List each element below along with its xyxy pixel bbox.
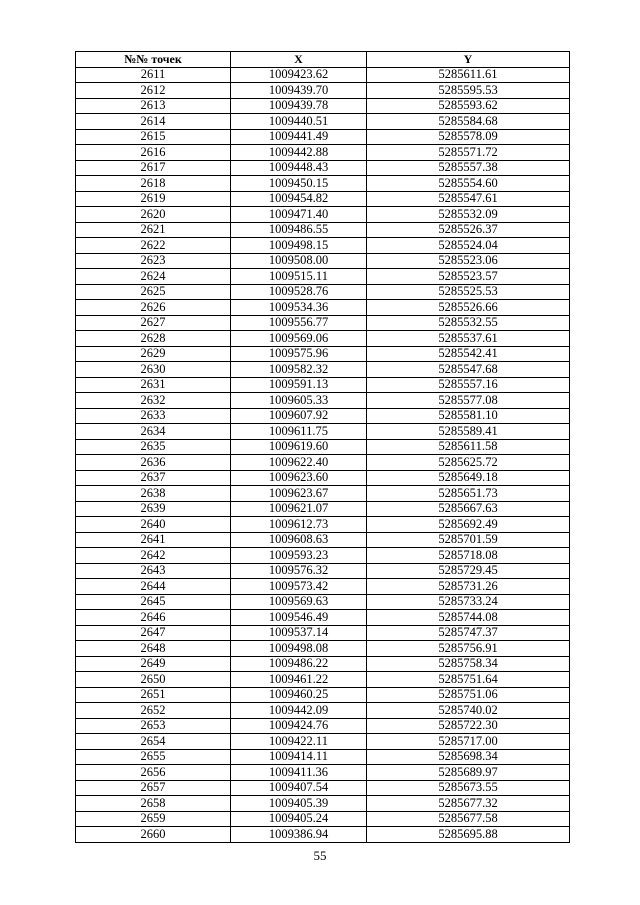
cell-point-number: 2658 xyxy=(76,796,231,812)
table-row xyxy=(76,114,570,130)
table-row xyxy=(76,207,570,223)
cell-x: 1009591.13 xyxy=(231,377,367,393)
cell-point-number: 2659 xyxy=(76,811,231,827)
table-row xyxy=(76,548,570,564)
table-row xyxy=(76,703,570,719)
cell-x: 1009486.55 xyxy=(231,222,367,238)
cell-x: 1009440.51 xyxy=(231,114,367,130)
cell-y: 5285677.58 xyxy=(367,811,570,827)
cell-y: 5285526.37 xyxy=(367,222,570,238)
cell-point-number: 2650 xyxy=(76,672,231,688)
cell-x: 1009405.39 xyxy=(231,796,367,812)
table-row xyxy=(76,408,570,424)
cell-point-number: 2626 xyxy=(76,300,231,316)
cell-point-number: 2623 xyxy=(76,253,231,269)
cell-point-number: 2627 xyxy=(76,315,231,331)
cell-point-number: 2639 xyxy=(76,501,231,517)
cell-x: 1009442.09 xyxy=(231,703,367,719)
table-row xyxy=(76,734,570,750)
cell-point-number: 2630 xyxy=(76,362,231,378)
cell-y: 5285649.18 xyxy=(367,470,570,486)
cell-y: 5285667.63 xyxy=(367,501,570,517)
table-row xyxy=(76,563,570,579)
cell-point-number: 2614 xyxy=(76,114,231,130)
cell-point-number: 2655 xyxy=(76,749,231,765)
cell-y: 5285729.45 xyxy=(367,563,570,579)
cell-point-number: 2617 xyxy=(76,160,231,176)
cell-x: 1009575.96 xyxy=(231,346,367,362)
cell-y: 5285525.53 xyxy=(367,284,570,300)
table-row xyxy=(76,83,570,99)
cell-y: 5285557.16 xyxy=(367,377,570,393)
cell-y: 5285547.61 xyxy=(367,191,570,207)
cell-x: 1009593.23 xyxy=(231,548,367,564)
table-row xyxy=(76,98,570,114)
cell-y: 5285593.62 xyxy=(367,98,570,114)
table-row xyxy=(76,160,570,176)
page-number: 55 xyxy=(313,848,327,863)
cell-x: 1009471.40 xyxy=(231,207,367,223)
cell-y: 5285698.34 xyxy=(367,749,570,765)
cell-point-number: 2646 xyxy=(76,610,231,626)
cell-point-number: 2642 xyxy=(76,548,231,564)
table-row xyxy=(76,687,570,703)
cell-y: 5285701.59 xyxy=(367,532,570,548)
cell-y: 5285542.41 xyxy=(367,346,570,362)
table-row xyxy=(76,145,570,161)
cell-y: 5285524.04 xyxy=(367,238,570,254)
cell-x: 1009450.15 xyxy=(231,176,367,192)
table-row xyxy=(76,594,570,610)
cell-y: 5285695.88 xyxy=(367,827,570,843)
cell-x: 1009623.67 xyxy=(231,486,367,502)
cell-point-number: 2648 xyxy=(76,641,231,657)
cell-x: 1009573.42 xyxy=(231,579,367,595)
cell-x: 1009621.07 xyxy=(231,501,367,517)
table-row xyxy=(76,749,570,765)
table-row xyxy=(76,780,570,796)
cell-point-number: 2615 xyxy=(76,129,231,145)
cell-y: 5285532.09 xyxy=(367,207,570,223)
cell-point-number: 2660 xyxy=(76,827,231,843)
cell-x: 1009439.78 xyxy=(231,98,367,114)
cell-y: 5285557.38 xyxy=(367,160,570,176)
cell-point-number: 2621 xyxy=(76,222,231,238)
cell-x: 1009611.75 xyxy=(231,424,367,440)
table-row xyxy=(76,393,570,409)
table-row xyxy=(76,455,570,471)
cell-x: 1009546.49 xyxy=(231,610,367,626)
cell-point-number: 2657 xyxy=(76,780,231,796)
table-row xyxy=(76,718,570,734)
cell-x: 1009461.22 xyxy=(231,672,367,688)
cell-point-number: 2633 xyxy=(76,408,231,424)
cell-point-number: 2649 xyxy=(76,656,231,672)
cell-x: 1009454.82 xyxy=(231,191,367,207)
cell-y: 5285577.08 xyxy=(367,393,570,409)
table-row xyxy=(76,672,570,688)
table-row xyxy=(76,362,570,378)
cell-y: 5285722.30 xyxy=(367,718,570,734)
cell-x: 1009569.63 xyxy=(231,594,367,610)
cell-point-number: 2652 xyxy=(76,703,231,719)
cell-x: 1009407.54 xyxy=(231,780,367,796)
table-row xyxy=(76,315,570,331)
cell-point-number: 2653 xyxy=(76,718,231,734)
cell-point-number: 2618 xyxy=(76,176,231,192)
cell-x: 1009442.88 xyxy=(231,145,367,161)
table-row xyxy=(76,222,570,238)
cell-point-number: 2637 xyxy=(76,470,231,486)
cell-y: 5285589.41 xyxy=(367,424,570,440)
cell-x: 1009608.63 xyxy=(231,532,367,548)
cell-point-number: 2645 xyxy=(76,594,231,610)
cell-y: 5285689.97 xyxy=(367,765,570,781)
table-row xyxy=(76,191,570,207)
cell-y: 5285744.08 xyxy=(367,610,570,626)
cell-x: 1009607.92 xyxy=(231,408,367,424)
cell-point-number: 2625 xyxy=(76,284,231,300)
cell-point-number: 2622 xyxy=(76,238,231,254)
table-row xyxy=(76,517,570,533)
table-row xyxy=(76,176,570,192)
table-row xyxy=(76,300,570,316)
cell-y: 5285677.32 xyxy=(367,796,570,812)
table-row xyxy=(76,610,570,626)
table-row xyxy=(76,765,570,781)
cell-point-number: 2620 xyxy=(76,207,231,223)
cell-point-number: 2629 xyxy=(76,346,231,362)
cell-x: 1009569.06 xyxy=(231,331,367,347)
cell-x: 1009411.36 xyxy=(231,765,367,781)
cell-point-number: 2641 xyxy=(76,532,231,548)
cell-x: 1009405.24 xyxy=(231,811,367,827)
table-row xyxy=(76,269,570,285)
cell-y: 5285595.53 xyxy=(367,83,570,99)
cell-y: 5285673.55 xyxy=(367,780,570,796)
cell-point-number: 2611 xyxy=(76,67,231,83)
table-row xyxy=(76,424,570,440)
table-row xyxy=(76,346,570,362)
cell-point-number: 2632 xyxy=(76,393,231,409)
cell-y: 5285532.55 xyxy=(367,315,570,331)
table-row xyxy=(76,501,570,517)
cell-point-number: 2628 xyxy=(76,331,231,347)
cell-y: 5285581.10 xyxy=(367,408,570,424)
table-row xyxy=(76,811,570,827)
table-row xyxy=(76,238,570,254)
cell-y: 5285740.02 xyxy=(367,703,570,719)
cell-y: 5285526.66 xyxy=(367,300,570,316)
cell-point-number: 2638 xyxy=(76,486,231,502)
cell-point-number: 2636 xyxy=(76,455,231,471)
cell-x: 1009448.43 xyxy=(231,160,367,176)
cell-point-number: 2640 xyxy=(76,517,231,533)
cell-x: 1009424.76 xyxy=(231,718,367,734)
table-row xyxy=(76,641,570,657)
cell-y: 5285718.08 xyxy=(367,548,570,564)
table-row xyxy=(76,470,570,486)
cell-x: 1009623.60 xyxy=(231,470,367,486)
cell-x: 1009612.73 xyxy=(231,517,367,533)
cell-x: 1009498.08 xyxy=(231,641,367,657)
cell-point-number: 2624 xyxy=(76,269,231,285)
cell-x: 1009414.11 xyxy=(231,749,367,765)
cell-x: 1009439.70 xyxy=(231,83,367,99)
table-row xyxy=(76,331,570,347)
cell-y: 5285747.37 xyxy=(367,625,570,641)
cell-x: 1009515.11 xyxy=(231,269,367,285)
table-row xyxy=(76,377,570,393)
table-header-row xyxy=(76,52,570,68)
cell-x: 1009622.40 xyxy=(231,455,367,471)
cell-x: 1009582.32 xyxy=(231,362,367,378)
table-row xyxy=(76,284,570,300)
cell-point-number: 2634 xyxy=(76,424,231,440)
table-row xyxy=(76,625,570,641)
cell-x: 1009386.94 xyxy=(231,827,367,843)
table-row xyxy=(76,486,570,502)
header-point-number: №№ точек xyxy=(76,52,231,68)
header-y: Y xyxy=(367,52,570,68)
table-row xyxy=(76,827,570,843)
coordinates-table xyxy=(75,51,570,843)
cell-x: 1009486.22 xyxy=(231,656,367,672)
cell-point-number: 2647 xyxy=(76,625,231,641)
table-row xyxy=(76,253,570,269)
cell-y: 5285651.73 xyxy=(367,486,570,502)
cell-point-number: 2651 xyxy=(76,687,231,703)
cell-y: 5285611.58 xyxy=(367,439,570,455)
cell-y: 5285578.09 xyxy=(367,129,570,145)
cell-y: 5285751.06 xyxy=(367,687,570,703)
cell-point-number: 2654 xyxy=(76,734,231,750)
cell-y: 5285523.57 xyxy=(367,269,570,285)
cell-point-number: 2643 xyxy=(76,563,231,579)
cell-point-number: 2612 xyxy=(76,83,231,99)
cell-point-number: 2635 xyxy=(76,439,231,455)
cell-y: 5285756.91 xyxy=(367,641,570,657)
cell-x: 1009619.60 xyxy=(231,439,367,455)
cell-x: 1009528.76 xyxy=(231,284,367,300)
cell-x: 1009508.00 xyxy=(231,253,367,269)
cell-y: 5285554.60 xyxy=(367,176,570,192)
cell-point-number: 2613 xyxy=(76,98,231,114)
cell-x: 1009576.32 xyxy=(231,563,367,579)
cell-point-number: 2631 xyxy=(76,377,231,393)
cell-y: 5285731.26 xyxy=(367,579,570,595)
cell-x: 1009537.14 xyxy=(231,625,367,641)
cell-point-number: 2656 xyxy=(76,765,231,781)
cell-y: 5285717.00 xyxy=(367,734,570,750)
cell-x: 1009498.15 xyxy=(231,238,367,254)
cell-x: 1009422.11 xyxy=(231,734,367,750)
table-row xyxy=(76,129,570,145)
cell-y: 5285584.68 xyxy=(367,114,570,130)
cell-y: 5285751.64 xyxy=(367,672,570,688)
cell-x: 1009441.49 xyxy=(231,129,367,145)
cell-y: 5285537.61 xyxy=(367,331,570,347)
cell-x: 1009534.36 xyxy=(231,300,367,316)
cell-point-number: 2619 xyxy=(76,191,231,207)
table-row xyxy=(76,532,570,548)
table-row xyxy=(76,656,570,672)
table-row xyxy=(76,796,570,812)
cell-x: 1009605.33 xyxy=(231,393,367,409)
cell-x: 1009423.62 xyxy=(231,67,367,83)
cell-point-number: 2644 xyxy=(76,579,231,595)
table-row xyxy=(76,439,570,455)
header-x: X xyxy=(231,52,367,68)
cell-y: 5285523.06 xyxy=(367,253,570,269)
table-row xyxy=(76,579,570,595)
cell-y: 5285625.72 xyxy=(367,455,570,471)
cell-y: 5285571.72 xyxy=(367,145,570,161)
cell-y: 5285758.34 xyxy=(367,656,570,672)
cell-x: 1009556.77 xyxy=(231,315,367,331)
cell-y: 5285733.24 xyxy=(367,594,570,610)
table-body xyxy=(76,67,570,842)
cell-x: 1009460.25 xyxy=(231,687,367,703)
cell-y: 5285692.49 xyxy=(367,517,570,533)
table-row xyxy=(76,67,570,83)
cell-point-number: 2616 xyxy=(76,145,231,161)
cell-y: 5285611.61 xyxy=(367,67,570,83)
cell-y: 5285547.68 xyxy=(367,362,570,378)
